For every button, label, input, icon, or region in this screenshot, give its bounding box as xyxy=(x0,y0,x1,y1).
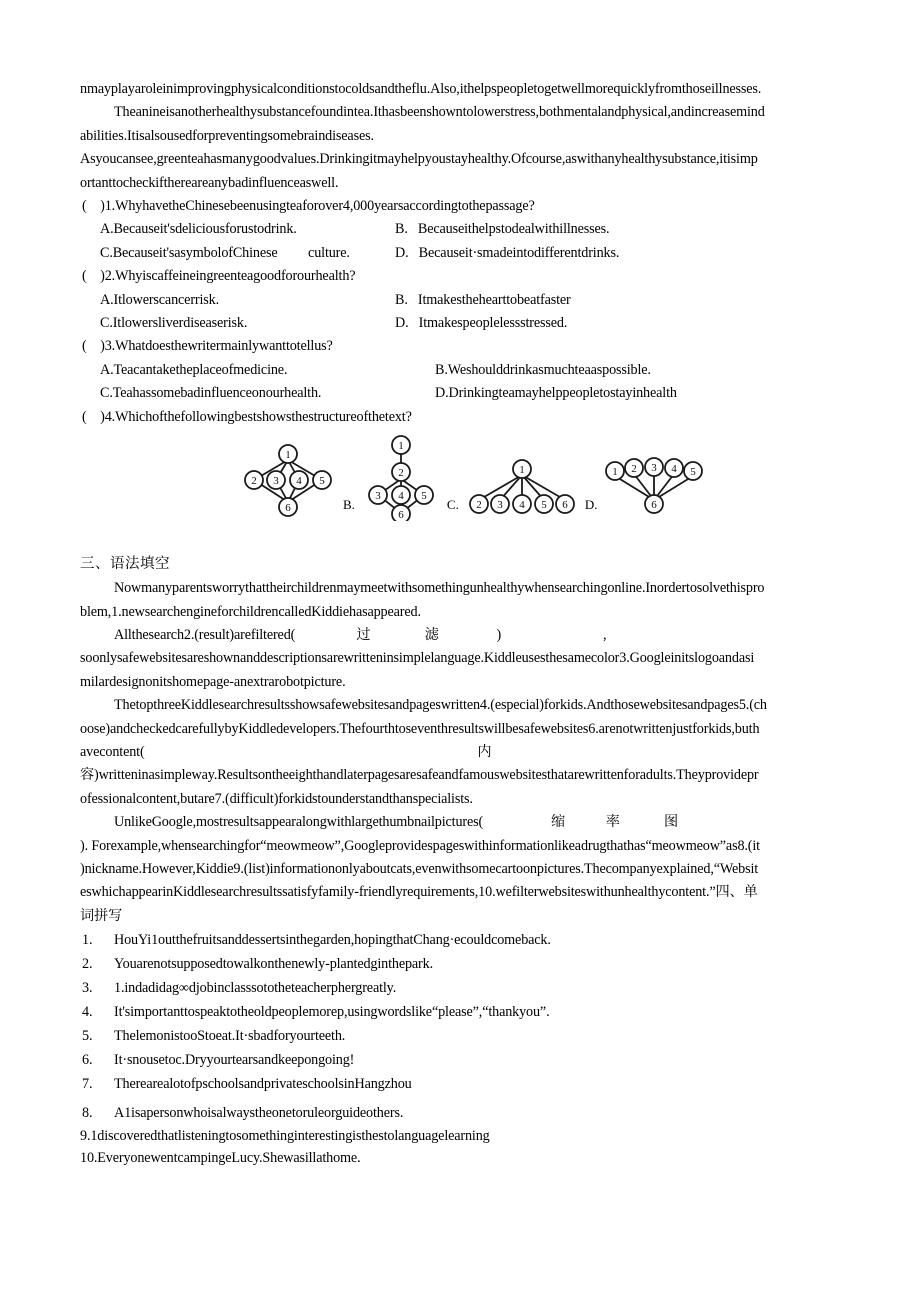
svg-text:2: 2 xyxy=(631,463,638,476)
structure-diagram-group xyxy=(80,435,858,521)
option-d[interactable]: D. Itmakespeoplelessstressed. xyxy=(395,315,568,332)
list-item-number: 7. xyxy=(82,1076,93,1093)
question-stem[interactable]: ( )2.Whyiscaffeineingreenteagoodforourhealth? xyxy=(82,268,356,285)
grammar-line: ofessionalcontent,butare7.(difficult)forkidstounderstandthanspecialists. xyxy=(80,790,473,807)
list-item-number: 2. xyxy=(82,956,93,973)
list-item-text[interactable]: A1isapersonwhoisalwaystheonetoruleorguideothers. xyxy=(114,1105,404,1122)
structure-diagram-d[interactable] xyxy=(604,447,704,521)
passage-line: abilities.Itisalsousedforpreventingsomebraindiseases. xyxy=(80,127,374,144)
diagram-d-svg xyxy=(604,447,704,521)
list-item-text[interactable]: ThelemonistooStoeat.It·sbadforyourteeth. xyxy=(114,1028,346,1045)
svg-text:3: 3 xyxy=(375,490,381,503)
structure-diagram-c[interactable] xyxy=(466,447,578,521)
svg-text:6: 6 xyxy=(398,509,404,522)
question-stem[interactable]: ( )4.Whichofthefollowingbestshowsthestructureofthetext? xyxy=(82,408,412,425)
list-item xyxy=(80,1000,858,1024)
svg-text:3: 3 xyxy=(497,499,503,512)
svg-text:1: 1 xyxy=(612,466,619,479)
list-item xyxy=(80,1072,858,1096)
svg-text:6: 6 xyxy=(285,502,291,515)
option-b[interactable]: B. Itmakesthehearttobeatfaster xyxy=(395,291,571,308)
structure-diagram-b[interactable] xyxy=(362,435,440,521)
svg-text:4: 4 xyxy=(296,475,302,488)
grammar-line: eswhichappearinKiddlesearchresultssatisfyfamily-friendlyrequirements,10.wefilterwebsiteswithunhealthycontent.”四、单 xyxy=(80,884,758,901)
diagram-a-svg xyxy=(240,441,336,521)
option-b[interactable]: B. Becauseithelpstodealwithillnesses. xyxy=(395,221,610,238)
grammar-line: blem,1.newsearchengineforchildrencalledKiddiehasappeared. xyxy=(80,603,421,620)
list-item-text[interactable]: HouYi1outthefruitsanddessertsinthegarden,hopingthatChang·ecouldcomeback. xyxy=(114,932,551,949)
list-item-number: 8. xyxy=(82,1105,93,1122)
section-heading-spelling: 词拼写 xyxy=(80,907,123,924)
grammar-line: milardesignonitshomepage-anextrarobotpicture. xyxy=(80,673,346,690)
grammar-line: oose)andcheckedcarefullybyKiddledevelopers.Thefourthtoseventhresultswillbesafewebsites6.arenotwrittenjustforkids,buth xyxy=(80,720,760,737)
option-c[interactable]: C.Itlowersliverdiseaserisk. xyxy=(100,315,248,332)
list-item-number: 1. xyxy=(82,932,93,949)
svg-text:6: 6 xyxy=(651,499,658,512)
grammar-line: ThetopthreeKiddlesearchresultsshowsafewebsitesandpageswritten4.(especial)forkids.Andthosewebsitesandpages5.(ch xyxy=(114,697,767,714)
svg-text:5: 5 xyxy=(690,466,697,479)
svg-text:3: 3 xyxy=(651,462,658,475)
svg-text:4: 4 xyxy=(519,499,525,512)
option-b[interactable]: B.Weshoulddrinkasmuchteaaspossible. xyxy=(435,361,651,378)
question-stem[interactable]: ( )3.Whatdoesthewritermainlywanttotellus? xyxy=(82,338,333,355)
list-item-number: 4. xyxy=(82,1004,93,1021)
option-d[interactable]: D. Becauseit·smadeintodifferentdrinks. xyxy=(395,244,620,261)
option-c[interactable]: C.Teahassomebadinfluenceonourhealth. xyxy=(100,385,322,402)
svg-text:1: 1 xyxy=(519,464,525,477)
figure-label-d: D. xyxy=(584,497,598,513)
grammar-paragraph-2 xyxy=(80,624,858,694)
list-item xyxy=(80,976,858,1000)
grammar-line: 容)writteninasimpleway.Resultsontheeighthandlaterpagesaresafeandfamouswebsitesthatarewrittenforadults.Theyprovidepr xyxy=(80,767,759,784)
svg-text:5: 5 xyxy=(319,475,325,488)
list-item-text[interactable]: 10.EveryonewentcampingeLucy.Shewasillathome. xyxy=(80,1150,361,1167)
svg-text:5: 5 xyxy=(421,490,427,503)
passage-line: Asyoucansee,greenteahasmanygoodvalues.Drinkingitmayhelpyoustayhealthy.Ofcourse,aswithanyhealthysubstance,itisimp xyxy=(80,151,758,168)
section-heading-grammar: 三、语法填空 xyxy=(80,556,170,573)
grammar-line: )nickname.However,Kiddie9.(list)informationonlyaboutcats,evenwithsomecartoonpictures.Thecompanyexplained,“Websit xyxy=(80,860,759,877)
spacer xyxy=(80,521,858,551)
list-item-number: 3. xyxy=(82,980,93,997)
list-item xyxy=(80,1024,858,1048)
grammar-paragraph-3 xyxy=(80,694,858,811)
list-item-number: 5. xyxy=(82,1028,93,1045)
svg-text:2: 2 xyxy=(251,475,257,488)
svg-text:5: 5 xyxy=(541,499,547,512)
grammar-paragraph-4 xyxy=(80,811,858,928)
option-row xyxy=(80,218,858,241)
list-item-text[interactable]: It'simportanttospeaktotheoldpeoplemorep,usingwordslike“please”,“thankyou”. xyxy=(114,1004,550,1021)
question-4 xyxy=(80,406,858,429)
list-item-text[interactable]: Youarenotsupposedtowalkonthenewly-plantedginthepark. xyxy=(114,956,433,973)
list-item xyxy=(80,952,858,976)
grammar-line: Nowmanyparentsworrythattheirchildrenmaymeetwithsomethingunhealthywhensearchingonline.Inordertosolvethispro xyxy=(114,580,765,597)
question-stem[interactable]: ( )1.WhyhavetheChinesebeenusingteaforover4,000yearsaccordingtothepassage? xyxy=(82,198,535,215)
list-item-text[interactable]: It·snousetoc.Dryyourtearsandkeepongoing! xyxy=(114,1052,355,1069)
list-item xyxy=(80,1048,858,1072)
grammar-paragraph-1 xyxy=(80,577,858,624)
list-item-text[interactable]: 1.indadidag∞djobinclasssototheteacherphergreatly. xyxy=(114,980,397,997)
passage-line: Theanineisanotherhealthysubstancefoundintea.Ithasbeenshowntolowerstress,bothmentalandphysical,andincreasemind xyxy=(114,104,765,121)
passage-block xyxy=(80,78,858,195)
list-item-text[interactable]: 9.1discoveredthatlisteningtosomethinginterestingisthestolanguagelearning xyxy=(80,1128,490,1145)
grammar-line: UnlikeGoogle,mostresultsappearalongwithlargethumbnailpictures( 缩 率 图 xyxy=(114,814,679,831)
figure-label-c: C. xyxy=(446,497,459,513)
grammar-line: avecontent( 内 xyxy=(80,743,492,760)
svg-text:3: 3 xyxy=(273,475,279,488)
passage-line: nmayplayaroleinimprovingphysicalconditionstocoldsandtheflu.Also,ithelpspeopletogetwellmorequicklyfromthoseillnesses. xyxy=(80,81,762,97)
spelling-list xyxy=(80,928,858,1169)
question-2 xyxy=(80,265,858,335)
option-a[interactable]: A.Becauseit'sdeliciousforustodrink. xyxy=(100,221,297,238)
grammar-line: ). Forexample,whensearchingfor“meowmeow”,Googleprovidespageswithinformationlikeadrugthathas“meowmeow”as8.(it xyxy=(80,837,760,854)
list-item xyxy=(80,928,858,952)
list-item-text[interactable]: TherearealotofpschoolsandprivateschoolsinHangzhou xyxy=(114,1076,412,1093)
option-a[interactable]: A.Teacantaketheplaceofmedicine. xyxy=(100,361,288,378)
diagram-c-svg xyxy=(466,447,578,521)
svg-text:2: 2 xyxy=(398,467,404,480)
option-row xyxy=(80,289,858,312)
diagram-b-svg xyxy=(362,435,440,521)
option-row xyxy=(80,312,858,335)
option-c[interactable]: C.Becauseit'sasymbolofChinese culture. xyxy=(100,244,350,261)
question-1 xyxy=(80,195,858,265)
svg-text:2: 2 xyxy=(476,499,482,512)
option-row xyxy=(80,382,858,405)
grammar-line: soonlysafewebsitesareshownanddescriptionsarewritteninsimplelanguage.Kiddleusesthesamecolor3.Googleinitslogoandasi xyxy=(80,650,755,667)
list-item xyxy=(80,1101,858,1125)
option-d[interactable]: D.Drinkingteamayhelppeopletostayinhealth xyxy=(435,385,677,402)
grammar-line: Allthesearch2.(result)arefiltered( 过 滤 ) , xyxy=(114,626,607,643)
question-3 xyxy=(80,335,858,405)
svg-text:1: 1 xyxy=(398,440,404,453)
svg-text:6: 6 xyxy=(562,499,568,512)
svg-text:4: 4 xyxy=(398,490,404,503)
option-row xyxy=(80,242,858,265)
passage-line: ortanttocheckifthereareanybadinfluenceaswell. xyxy=(80,174,339,191)
option-a[interactable]: A.Itlowerscancerrisk. xyxy=(100,291,219,308)
list-item-number: 6. xyxy=(82,1052,93,1069)
structure-diagram-a[interactable] xyxy=(240,441,336,521)
figure-label-b: B. xyxy=(343,497,355,513)
svg-text:1: 1 xyxy=(285,449,291,462)
svg-text:4: 4 xyxy=(671,463,678,476)
option-row xyxy=(80,359,858,382)
